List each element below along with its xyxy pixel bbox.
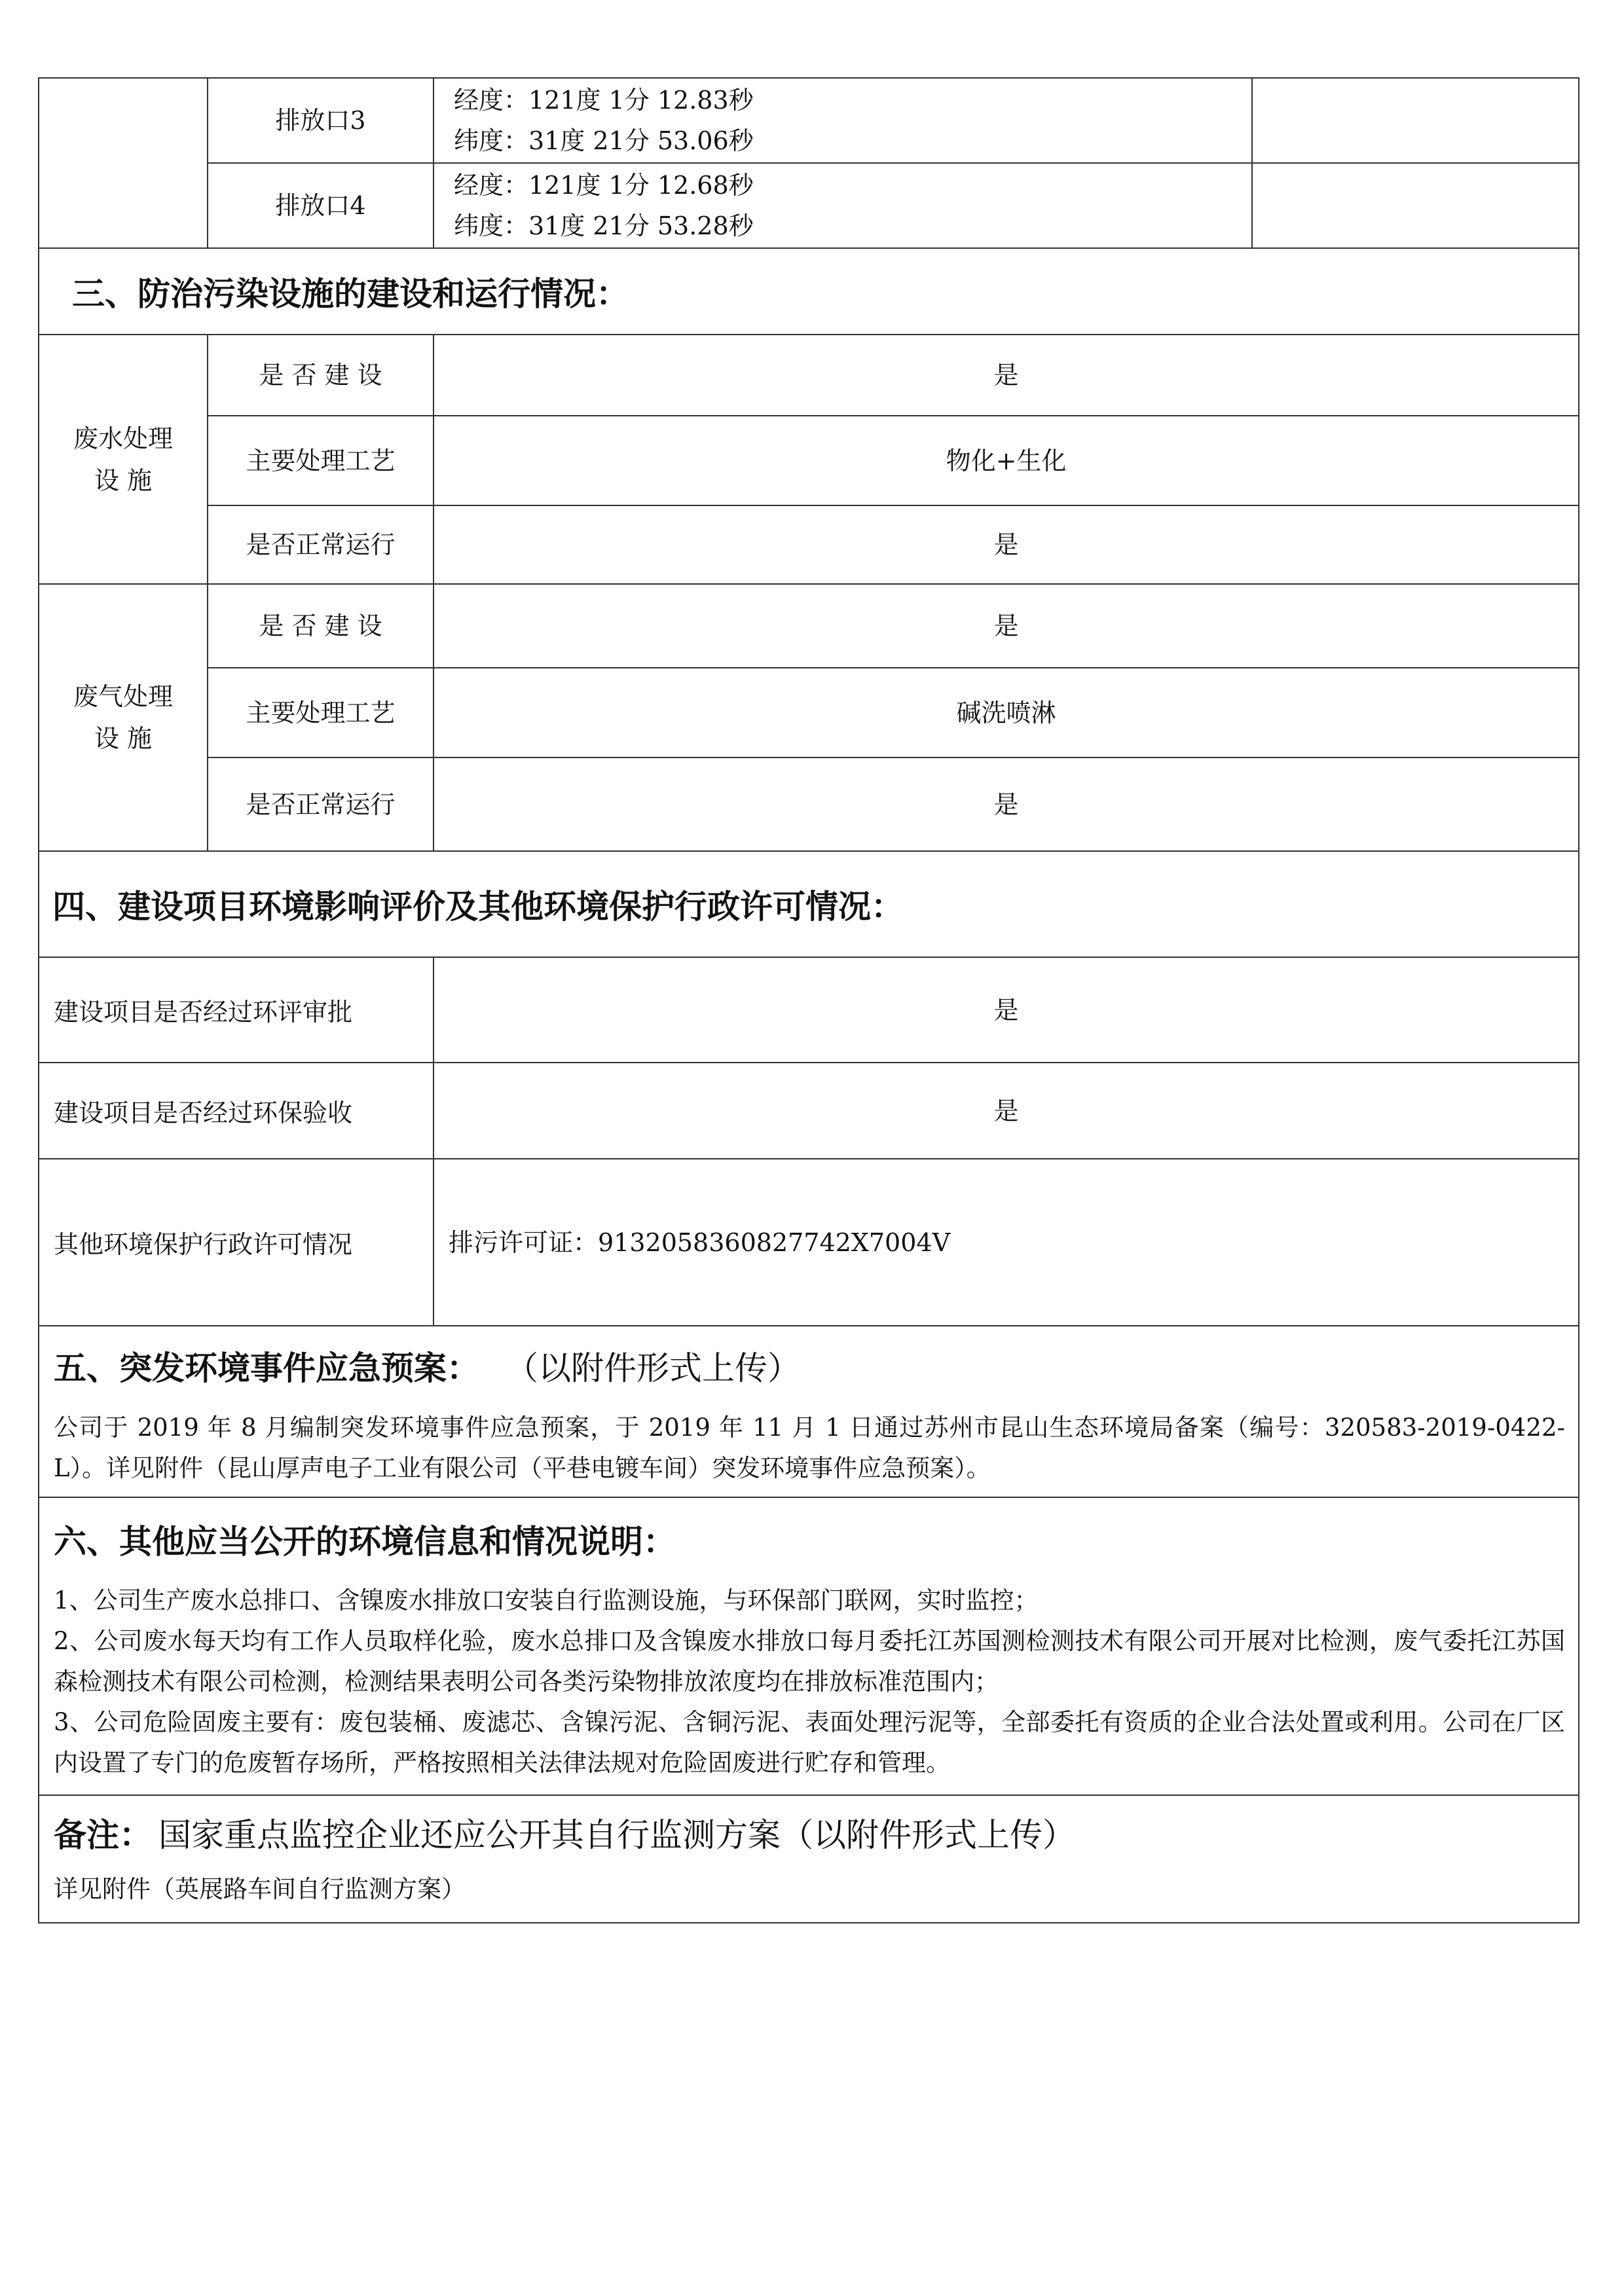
remarks-note: 国家重点监控企业还应公开其自行监测方案（以附件形式上传） xyxy=(158,1816,1075,1854)
section3-title: 三、防治污染设施的建设和运行情况： xyxy=(39,248,1579,335)
waste-gas-category xyxy=(39,584,208,851)
section4-title: 四、建设项目环境影响评价及其他环境保护行政许可情况： xyxy=(39,851,1579,957)
row-label: 建设项目是否经过环保验收 xyxy=(39,1063,434,1159)
row-label: 是 否 建 设 xyxy=(208,335,434,416)
environmental-disclosure-table xyxy=(38,77,1579,1923)
row-value: 是 xyxy=(434,1063,1579,1159)
row-value: 是 xyxy=(434,757,1579,851)
list-item: 1、公司生产废水总排口、含镍废水排放口安装自行监测设施，与环保部门联网，实时监控； xyxy=(54,1586,1039,1614)
outlet-row xyxy=(39,163,1579,248)
section6-title: 六、其他应当公开的环境信息和情况说明： xyxy=(54,1523,676,1561)
row-value: 碱洗喷淋 xyxy=(434,668,1579,757)
remarks-title: 备注： xyxy=(54,1816,152,1854)
row-label: 主要处理工艺 xyxy=(208,668,434,757)
wastewater-category-line2: 设 施 xyxy=(94,465,153,495)
remarks-block xyxy=(39,1795,1579,1923)
waste-gas-category-line1: 废气处理 xyxy=(73,682,173,711)
row-label: 建设项目是否经过环评审批 xyxy=(39,957,434,1063)
outlet-group-cell xyxy=(39,78,208,248)
section6-list xyxy=(39,1580,1578,1786)
outlet-row xyxy=(39,78,1579,163)
outlet-coordinates xyxy=(434,78,1252,163)
waste-gas-category-line2: 设 施 xyxy=(94,724,153,753)
row-value: 是 xyxy=(434,335,1579,416)
outlet-label: 排放口4 xyxy=(208,163,434,248)
permit-value: 排污许可证：9132058360827742X7004V xyxy=(434,1159,1579,1326)
longitude: 经度：121度 1分 12.83秒 xyxy=(454,86,754,115)
section5-title: 五、突发环境事件应急预案： xyxy=(54,1349,479,1387)
row-label: 是否正常运行 xyxy=(208,505,434,584)
row-value: 是 xyxy=(434,505,1579,584)
outlet-label: 排放口3 xyxy=(208,78,434,163)
row-label: 是否正常运行 xyxy=(208,757,434,851)
row-value: 物化+生化 xyxy=(434,416,1579,505)
list-item: 3、公司危险固废主要有：废包装桶、废滤芯、含镍污泥、含铜污泥、表面处理污泥等，全部委托有资质的企业合法处置或利用。公司在厂区内设置了专门的危废暂存场所，严格按照相关法律法规对危险固废进行贮存和管理。 xyxy=(54,1708,1565,1777)
row-value: 是 xyxy=(434,957,1579,1063)
outlet-extra-cell xyxy=(1252,163,1579,248)
outlet-extra-cell xyxy=(1252,78,1579,163)
latitude: 纬度：31度 21分 53.06秒 xyxy=(454,126,754,155)
latitude: 纬度：31度 21分 53.28秒 xyxy=(454,211,754,240)
longitude: 经度：121度 1分 12.68秒 xyxy=(454,171,754,200)
list-item: 2、公司废水每天均有工作人员取样化验，废水总排口及含镍废水排放口每月委托江苏国测检测技术有限公司开展对比检测，废气委托江苏国森检测技术有限公司检测，检测结果表明公司各类污染物排放浓度均在排放标准范围内； xyxy=(54,1627,1565,1696)
section5-text: 公司于 2019 年 8 月编制突发环境事件应急预案，于 2019 年 11 月 1 日通过苏州市昆山生态环境局备案（编号：320583-2019-0422-L）。详见附件（昆山厚声电子工业有限公司（平巷电镀车间）突发环境事件应急预案）。 xyxy=(54,1413,1565,1482)
wastewater-category xyxy=(39,335,208,584)
remarks-text: 详见附件（英展路车间自行监测方案） xyxy=(54,1875,466,1903)
document-page xyxy=(38,77,1578,1923)
row-value: 是 xyxy=(434,584,1579,668)
section6-block xyxy=(39,1497,1579,1795)
row-label: 其他环境保护行政许可情况 xyxy=(39,1159,434,1326)
section5-note: （以附件形式上传） xyxy=(506,1349,800,1387)
section5-block xyxy=(39,1326,1579,1497)
row-label: 是 否 建 设 xyxy=(208,584,434,668)
outlet-coordinates xyxy=(434,163,1252,248)
wastewater-category-line1: 废水处理 xyxy=(73,424,173,453)
row-label: 主要处理工艺 xyxy=(208,416,434,505)
